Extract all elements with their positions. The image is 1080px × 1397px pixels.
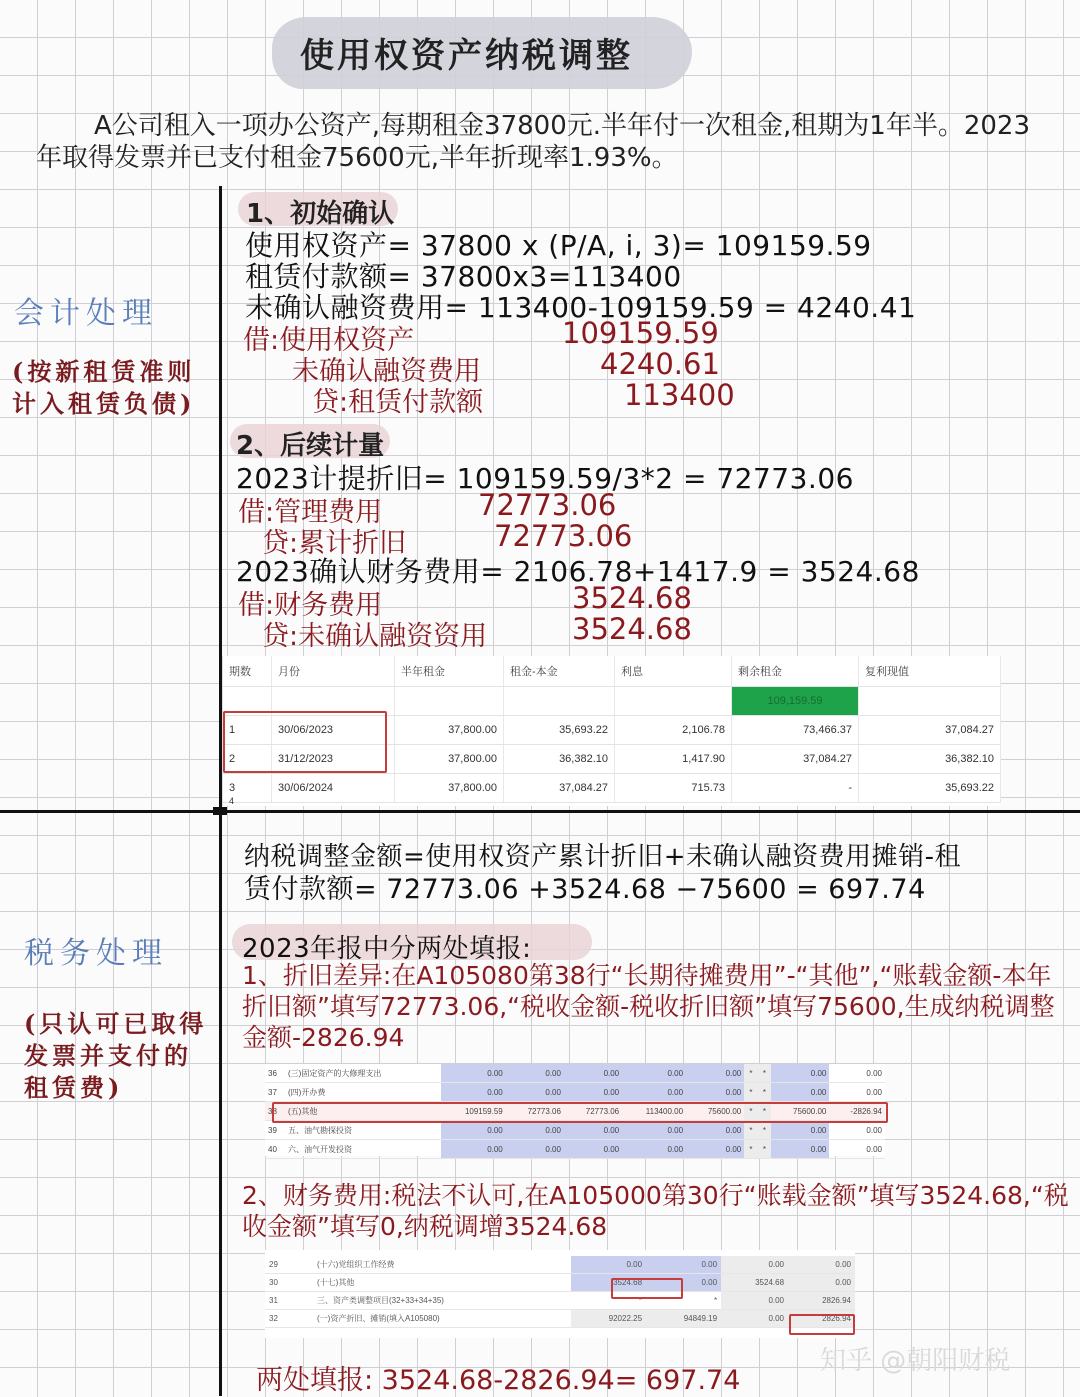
cell: 0.00 — [506, 1121, 564, 1140]
cell: 三、资产类调整项目(32+33+34+35) — [313, 1292, 571, 1310]
fin-debit-label: 借:财务费用 — [238, 590, 383, 621]
cell: 0.00 — [622, 1140, 686, 1159]
col-remaining: 剩余租金 — [732, 656, 859, 687]
cell: (三)固定资产的大修理支出 — [285, 1064, 441, 1083]
cell: 3524.68 — [721, 1274, 788, 1292]
table-row — [265, 1121, 885, 1140]
tax-heading: 税务处理 — [24, 936, 168, 971]
cell: 0.00 — [721, 1256, 788, 1274]
fin-credit-amount: 3524.68 — [572, 612, 692, 646]
tax-note: (只认可已取得发票并支付的租赁费) — [24, 1009, 208, 1102]
cell: 1 — [223, 716, 272, 745]
cell: * — [758, 1121, 771, 1140]
cell: 0.00 — [829, 1064, 885, 1083]
table-row — [265, 1256, 855, 1274]
cell: 36,382.10 — [504, 745, 615, 774]
table-row — [265, 1310, 855, 1328]
cell: 0.00 — [829, 1140, 885, 1159]
formula-lease-payment: 租赁付款额= 37800x3=113400 — [245, 260, 682, 293]
cell: 715.73 — [615, 774, 732, 803]
section1-heading: 1、初始确认 — [246, 199, 395, 229]
col-period: 期数 — [223, 656, 272, 687]
cell: 0.00 — [721, 1310, 788, 1328]
cell: 0.00 — [788, 1274, 855, 1292]
lease-schedule-table — [222, 656, 1001, 806]
cell: 0.00 — [686, 1140, 744, 1159]
cell: 31 — [265, 1292, 313, 1310]
cell: 37 — [265, 1083, 285, 1102]
cell: 75600.00 — [771, 1102, 829, 1121]
item1-depreciation-difference: 1、折旧差异:在A105080第38行“长期待摊费用”-“其他”,“账载金额-本年折旧额”填写72773.06,“税收金额-税收折旧额”填写75600,生成纳税调整金额-2826.94 — [242, 961, 1055, 1052]
cell: 37,084.27 — [732, 745, 859, 774]
cell: 五、油气勘探投资 — [285, 1121, 441, 1140]
cell: 0.00 — [721, 1292, 788, 1310]
cell: 37,800.00 — [395, 716, 504, 745]
cell: 0.00 — [771, 1083, 829, 1102]
table-row — [265, 1140, 885, 1159]
cell: 0.00 — [829, 1121, 885, 1140]
item2-finance-expense: 2、财务费用:税法不认可,在A105000第30行“账载金额”填写3524.68,“税收金额”填写0,纳税调增3524.68 — [242, 1181, 1069, 1241]
cell: 0.00 — [686, 1083, 744, 1102]
cell: * — [758, 1064, 771, 1083]
cell: * — [744, 1140, 757, 1159]
highlight-box-row-38 — [272, 1102, 888, 1123]
cell: 0.00 — [564, 1064, 622, 1083]
cell: 0.00 — [622, 1083, 686, 1102]
cell: 0.00 — [441, 1140, 506, 1159]
cell: 0.00 — [571, 1256, 646, 1274]
col-principal: 租金-本金 — [504, 656, 615, 687]
cell: 32 — [265, 1310, 313, 1328]
cell: 0.00 — [506, 1064, 564, 1083]
cell: 37,800.00 — [395, 774, 504, 803]
entry-debit2-label: 未确认融资费用 — [292, 356, 481, 387]
cell: * — [758, 1102, 771, 1121]
cell: 2,106.78 — [615, 716, 732, 745]
cell: 37,800.00 — [395, 745, 504, 774]
cell: 2 — [223, 745, 272, 774]
cell: (一)资产折旧、摊销(填入A105080) — [313, 1310, 571, 1328]
cell: 3524.68 — [571, 1274, 646, 1292]
report-heading: 2023年报中分两处填报: — [242, 934, 532, 964]
cell: (四)开办费 — [285, 1083, 441, 1102]
cell: 0.00 — [564, 1140, 622, 1159]
formula-unrecognized-finance: 未确认融资费用= 113400-109159.59 = 4240.41 — [245, 291, 917, 324]
entry-debit-label: 借:使用权资产 — [243, 325, 415, 356]
fin-debit-amount: 3524.68 — [572, 581, 692, 615]
table-row — [265, 1274, 855, 1292]
cell: * — [758, 1083, 771, 1102]
entry-credit-amount: 113400 — [624, 378, 735, 412]
dep-debit-label: 借:管理费用 — [238, 497, 383, 528]
cell: * — [571, 1292, 646, 1310]
col-date: 月份 — [272, 656, 395, 687]
cell: 0.00 — [441, 1083, 506, 1102]
formula-rou-asset: 使用权资产= 37800 x (P/A, i, 3)= 109159.59 — [245, 229, 872, 262]
table-row — [265, 1292, 855, 1310]
cell: -2826.94 — [829, 1102, 885, 1121]
cell: 0.00 — [646, 1274, 721, 1292]
cell: 2826.94 — [788, 1310, 855, 1328]
cell: 35,693.22 — [859, 774, 1001, 803]
cell: 109159.59 — [441, 1102, 506, 1121]
summary-line: 两处填报: 3524.68-2826.94= 697.74 — [256, 1365, 741, 1396]
cell: 36 — [265, 1064, 285, 1083]
cell: 75600.00 — [686, 1102, 744, 1121]
cell: 73,466.37 — [732, 716, 859, 745]
cell: * — [744, 1121, 757, 1140]
cell: 0.00 — [506, 1083, 564, 1102]
table-row — [265, 1083, 885, 1102]
cell: 3 — [223, 774, 272, 803]
watermark: 知乎 @朝阳财税 — [820, 1346, 1011, 1376]
col-interest: 利息 — [615, 656, 732, 687]
cell: 0.00 — [646, 1256, 721, 1274]
cell: 0.00 — [564, 1121, 622, 1140]
cell: 0.00 — [771, 1121, 829, 1140]
tax-formula-line1: 纳税调整金额=使用权资产累计折旧+未确认融资费用摊销-租 — [244, 842, 961, 872]
cell: 0.00 — [771, 1140, 829, 1159]
cell: * — [744, 1083, 757, 1102]
cell: * — [646, 1292, 721, 1310]
form-a105080-excerpt — [265, 1064, 885, 1156]
cell: 35,693.22 — [504, 716, 615, 745]
entry-debit-amount: 109159.59 — [562, 316, 719, 350]
table-row — [223, 774, 1001, 803]
axis-origin-mark — [213, 807, 227, 815]
cell: 92022.25 — [571, 1310, 646, 1328]
dep-credit-label: 贷:累计折旧 — [262, 528, 407, 559]
accounting-note: (按新租赁准则计入租赁负债) — [12, 357, 196, 418]
intro-text: A公司租入一项办公资产,每期租金37800元.半年付一次租金,租期为1年半。2023年取得发票并已支付租金75600元,半年折现率1.93%。 — [36, 111, 1031, 173]
form-a105000-excerpt — [265, 1250, 855, 1338]
cell: * — [758, 1140, 771, 1159]
cell: 40 — [265, 1140, 285, 1159]
cell: (五)其他 — [285, 1102, 441, 1121]
section2-heading: 2、后续计量 — [236, 431, 385, 461]
cell: 1,417.90 — [615, 745, 732, 774]
cell: 0.00 — [441, 1121, 506, 1140]
highlight-box-row-32 — [789, 1314, 855, 1335]
cell: 0.00 — [788, 1256, 855, 1274]
page-title: 使用权资产纳税调整 — [300, 36, 633, 76]
fin-credit-label: 贷:未确认融资资用 — [262, 621, 488, 652]
entry-debit2-amount: 4240.61 — [600, 347, 720, 381]
col-present-value: 复利现值 — [859, 656, 1001, 687]
cell: 0.00 — [506, 1140, 564, 1159]
formula-finance-expense: 2023确认财务费用= 2106.78+1417.9 = 3524.68 — [236, 555, 920, 588]
intro-paragraph — [36, 110, 1046, 174]
highlight-box-row-30 — [611, 1278, 683, 1299]
cell: 0.00 — [441, 1064, 506, 1083]
cell: 0.00 — [686, 1064, 744, 1083]
cell: 2826.94 — [788, 1292, 855, 1310]
cell: * — [744, 1064, 757, 1083]
cell: - — [732, 774, 859, 803]
cell: 30 — [265, 1274, 313, 1292]
cell: * — [744, 1102, 757, 1121]
cell: 94849.19 — [646, 1310, 721, 1328]
cell: 29 — [265, 1256, 313, 1274]
highlight-box-2023-periods — [223, 711, 387, 773]
accounting-heading: 会计处理 — [14, 296, 158, 331]
horizontal-axis-divider — [0, 810, 1080, 813]
cell: 0.00 — [829, 1083, 885, 1102]
cell: 0.00 — [622, 1064, 686, 1083]
tax-formula-line2: 赁付款额= 72773.06 +3524.68 −75600 = 697.74 — [244, 874, 926, 905]
col-rent: 半年租金 — [395, 656, 504, 687]
cell: 37,084.27 — [504, 774, 615, 803]
table-row — [265, 1064, 885, 1083]
cell: 0.00 — [564, 1083, 622, 1102]
dep-debit-amount: 72773.06 — [478, 488, 617, 522]
cell: 31/12/2023 — [272, 745, 395, 774]
cell: 0.00 — [622, 1121, 686, 1140]
initial-balance-cell: 109,159.59 — [732, 687, 859, 716]
cell: 0.00 — [686, 1121, 744, 1140]
cell: (十六)党组织工作经费 — [313, 1256, 571, 1274]
formula-depreciation: 2023计提折旧= 109159.59/3*2 = 72773.06 — [236, 462, 854, 495]
cell: 六、油气开发投资 — [285, 1140, 441, 1159]
cell: 37,084.27 — [859, 716, 1001, 745]
cell: 72773.06 — [564, 1102, 622, 1121]
cell: 39 — [265, 1121, 285, 1140]
cell: 38 — [265, 1102, 285, 1121]
cell: 0.00 — [771, 1064, 829, 1083]
dep-credit-amount: 72773.06 — [494, 519, 633, 553]
entry-credit-label: 贷:租赁付款额 — [312, 387, 484, 418]
cell: (十七)其他 — [313, 1274, 571, 1292]
cell: 36,382.10 — [859, 745, 1001, 774]
cell: 30/06/2024 — [272, 774, 395, 803]
cell: 113400.00 — [622, 1102, 686, 1121]
cell: 72773.06 — [506, 1102, 564, 1121]
row-number-4: 4 — [229, 796, 235, 806]
cell: 30/06/2023 — [272, 716, 395, 745]
